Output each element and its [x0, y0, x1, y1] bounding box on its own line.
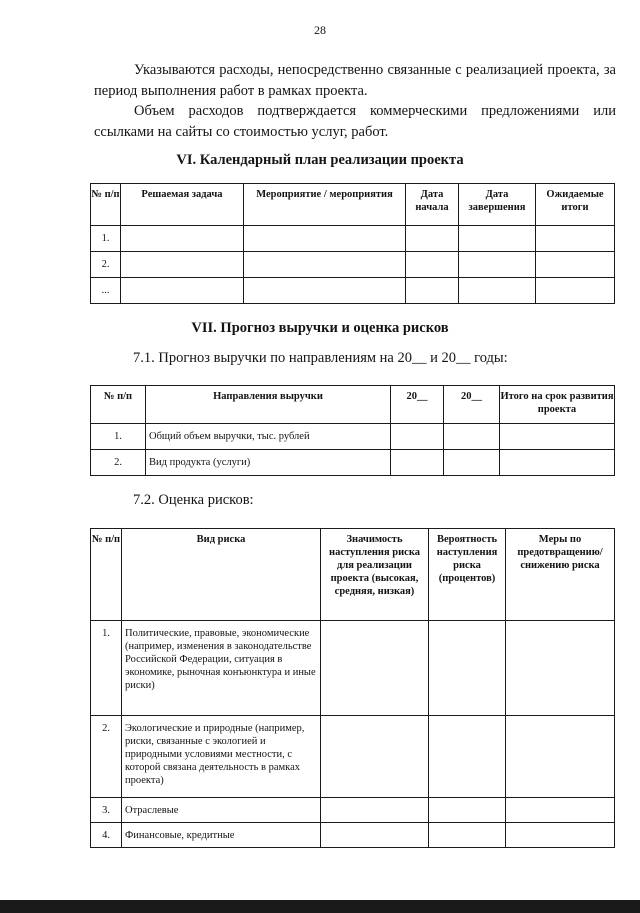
page-number: 28: [314, 23, 326, 37]
table-cell: [500, 424, 615, 450]
header-cell: 20__: [391, 386, 444, 424]
table-cell: [459, 226, 536, 252]
header-cell: № п/п: [91, 184, 121, 226]
risk-type: Экологические и природные (например, риски, связанные с экологией и природными условиями местности, с которой связана деятельность в рамках проекта): [122, 716, 321, 798]
table-row: [91, 823, 615, 848]
row-number: 3.: [91, 798, 122, 823]
table-row: [91, 621, 615, 716]
row-number: ...: [91, 278, 121, 304]
table-cell: [244, 252, 406, 278]
revenue-direction: Общий объем выручки, тыс. рублей: [146, 424, 391, 450]
table-cell: [406, 226, 459, 252]
header-cell: Итого на срок развития проекта: [500, 386, 615, 424]
row-number: 2.: [91, 252, 121, 278]
table-cell: [536, 278, 615, 304]
row-number: 1.: [91, 226, 121, 252]
table-cell: [391, 450, 444, 476]
header-cell: № п/п: [91, 386, 146, 424]
table-cell: [321, 798, 429, 823]
table-cell: [406, 252, 459, 278]
header-cell: Вероятность наступления риска (процентов): [429, 529, 506, 621]
header-cell: № п/п: [91, 529, 122, 621]
header-cell: Решаемая задача: [121, 184, 244, 226]
table-cell: [459, 278, 536, 304]
table-cell: [244, 278, 406, 304]
table-cell: [391, 424, 444, 450]
table-row: [91, 424, 615, 450]
table-cell: [444, 450, 500, 476]
table-header-row: [91, 386, 615, 424]
table-cell: [536, 226, 615, 252]
row-number: 2.: [91, 450, 146, 476]
table-cell: [429, 621, 506, 716]
section-7-title: VII. Прогноз выручки и оценка рисков: [191, 320, 449, 336]
table-cell: [429, 798, 506, 823]
scan-edge-border: [0, 900, 640, 913]
revenue-forecast-table: [90, 385, 615, 476]
header-cell: Направления выручки: [146, 386, 391, 424]
header-cell: 20__: [444, 386, 500, 424]
risk-type: Финансовые, кредитные: [122, 823, 321, 848]
table-row: [91, 798, 615, 823]
header-cell: Ожидаемые итоги: [536, 184, 615, 226]
table-cell: [506, 621, 615, 716]
table-cell: [506, 716, 615, 798]
section-6-title: VI. Календарный план реализации проекта: [176, 152, 464, 168]
table-cell: [500, 450, 615, 476]
table-header-row: [91, 529, 615, 621]
risk-assessment-subtitle: 7.2. Оценка рисков:: [133, 492, 254, 508]
table-cell: [459, 252, 536, 278]
table-cell: [321, 716, 429, 798]
table-cell: [321, 621, 429, 716]
table-row: [91, 450, 615, 476]
table-cell: [321, 823, 429, 848]
table-cell: [244, 226, 406, 252]
risk-type: Отраслевые: [122, 798, 321, 823]
risk-type: Политические, правовые, экономические (например, изменения в законодательстве Российской Федерации, ситуация в экономике, рыночная конъюнктура и иные риски): [122, 621, 321, 716]
risk-assessment-table: [90, 528, 615, 848]
row-number: 1.: [91, 621, 122, 716]
table-row: [91, 252, 615, 278]
header-cell: Мероприятие / мероприятия: [244, 184, 406, 226]
row-number: 2.: [91, 716, 122, 798]
table-row: [91, 226, 615, 252]
row-number: 1.: [91, 424, 146, 450]
table-row: [91, 278, 615, 304]
intro-paragraph-1: Указываются расходы, непосредственно связанные с реализацией проекта, за период выполнения работ в рамках проекта.: [94, 62, 616, 99]
revenue-direction: Вид продукта (услуги): [146, 450, 391, 476]
header-cell: Вид риска: [122, 529, 321, 621]
table-cell: [121, 278, 244, 304]
calendar-plan-table: [90, 183, 615, 304]
revenue-forecast-subtitle: 7.1. Прогноз выручки по направлениям на 20__ и 20__ годы:: [133, 350, 508, 366]
table-cell: [444, 424, 500, 450]
header-cell: Значимость наступления риска для реализации проекта (высокая, средняя, низкая): [321, 529, 429, 621]
table-cell: [536, 252, 615, 278]
table-cell: [406, 278, 459, 304]
table-header-row: [91, 184, 615, 226]
table-cell: [121, 252, 244, 278]
header-cell: Дата начала: [406, 184, 459, 226]
intro-paragraph-2: Объем расходов подтверждается коммерческими предложениями или ссылками на сайты со стоимостью услуг, работ.: [94, 103, 616, 140]
table-row: [91, 716, 615, 798]
table-cell: [506, 823, 615, 848]
row-number: 4.: [91, 823, 122, 848]
header-cell: Меры по предотвращению/ снижению риска: [506, 529, 615, 621]
table-cell: [429, 823, 506, 848]
table-cell: [121, 226, 244, 252]
table-cell: [506, 798, 615, 823]
table-cell: [429, 716, 506, 798]
header-cell: Дата завершения: [459, 184, 536, 226]
